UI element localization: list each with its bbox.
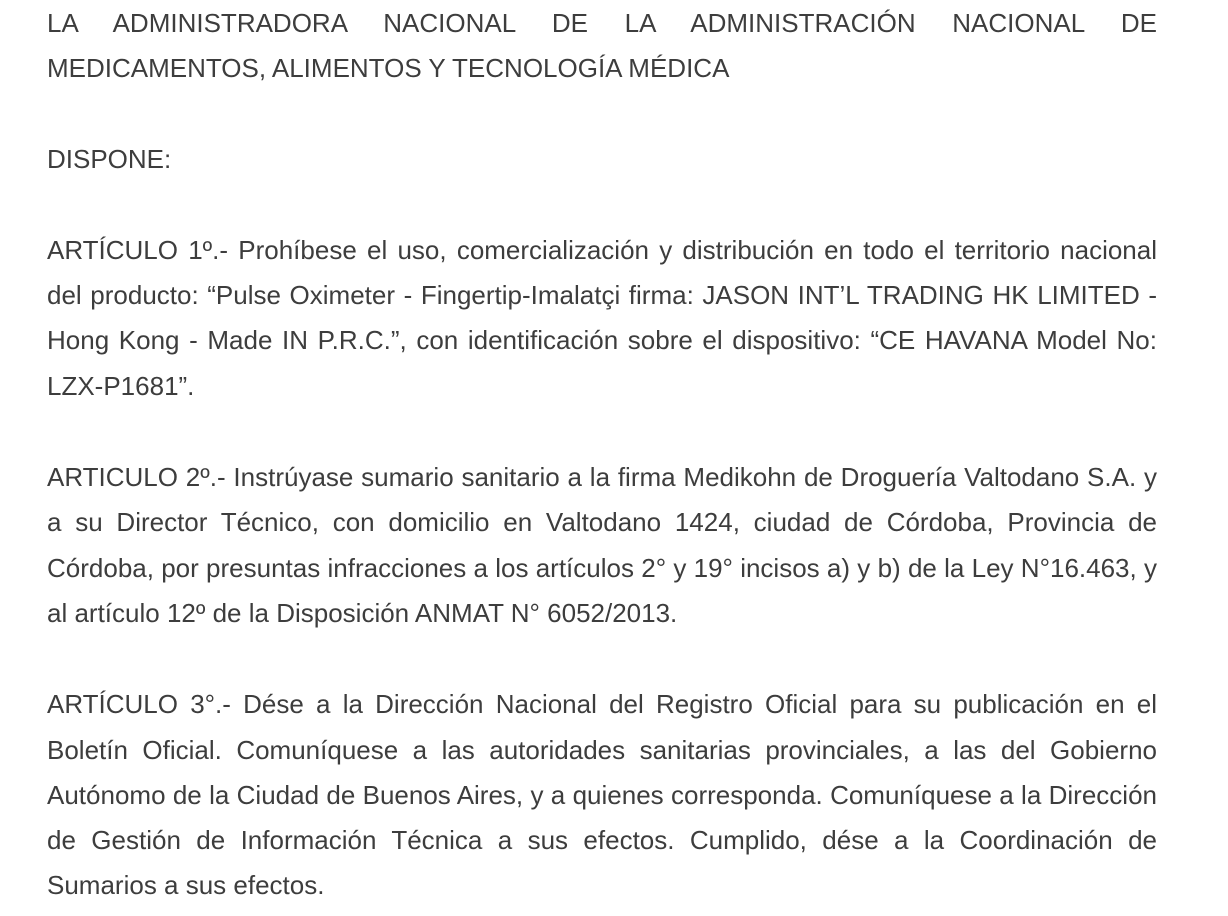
issuer-heading: LA ADMINISTRADORA NACIONAL DE LA ADMINISTRACIÓN NACIONAL DE MEDICAMENTOS, ALIMENTOS Y TECNOLOGÍA MÉDICA: [47, 8, 1157, 84]
dispone-heading: DISPONE:: [47, 143, 172, 174]
document-body: [47, 0, 1157, 909]
article-2-paragraph: ARTICULO 2º.- Instrúyase sumario sanitario a la firma Medikohn de Droguería Valtodano S.A. y a su Director Técnico, con domicilio en Valtodano 1424, ciudad de Córdoba, Provincia de Córdoba, por presuntas infracciones a los artículos 2° y 19° incisos a) y b) de la Ley N°16.463, y al artículo 12º de la Disposición ANMAT N° 6052/2013.: [47, 462, 1157, 628]
article-3-paragraph: ARTÍCULO 3°.- Dése a la Dirección Nacional del Registro Oficial para su publicación en el Boletín Oficial. Comuníquese a las autoridades sanitarias provinciales, a las del Gobierno Autónomo de la Ciudad de Buenos Aires, y a quienes corresponda. Comuníquese a la Dirección de Gestión de Información Técnica a sus efectos. Cumplido, dése a la Coordinación de Sumarios a sus efectos.: [47, 689, 1157, 901]
article-1-paragraph: ARTÍCULO 1º.- Prohíbese el uso, comercialización y distribución en todo el territorio nacional del producto: “Pulse Oximeter - Fingertip-Imalatçi firma: JASON INT’L TRADING HK LIMITED - Hong Kong - Made IN P.R.C.”, con identificación sobre el dispositivo: “CE HAVANA Model No: LZX-P1681”.: [47, 234, 1157, 401]
